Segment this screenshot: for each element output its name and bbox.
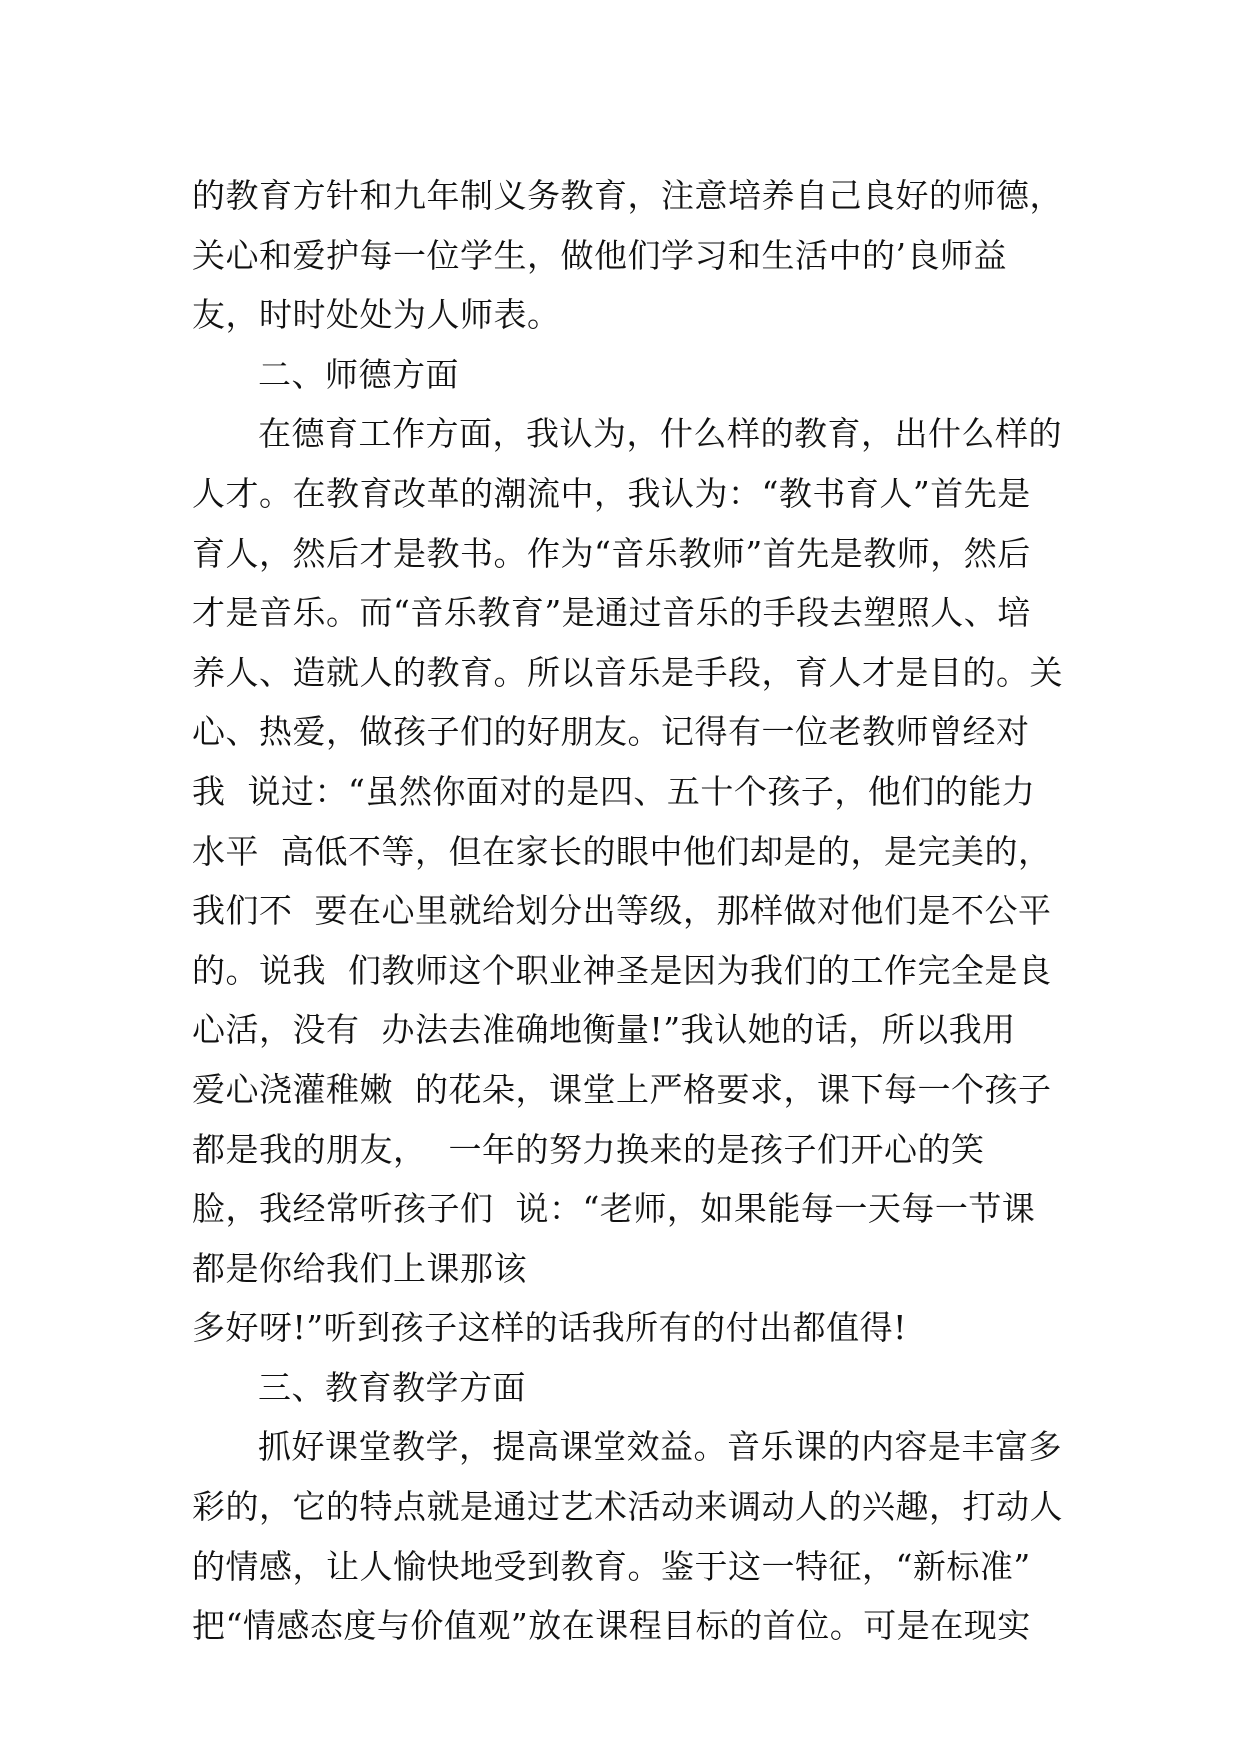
text-line-5: 在德育工作方面，我认为，什么样的教育，出什么样的 xyxy=(258,414,1062,454)
text-line-2: 关心和爱护每一位学生，做他们学习和生活中的’良师益 xyxy=(192,235,1007,275)
text-line-3: 友，时时处处为人师表。 xyxy=(192,295,561,335)
text-line-25: 把“情感态度与价值观”放在课程目标的首位。可是在现实 xyxy=(192,1606,1031,1646)
body-text xyxy=(192,166,1072,1656)
text-line-12: 水平 高低不等，但在家长的眼中他们却是的，是完美的， xyxy=(192,831,1052,871)
text-line-21: 三、教育教学方面 xyxy=(258,1367,526,1407)
text-line-19: 都是你给我们上课那该 xyxy=(192,1248,527,1288)
text-line-1: 的教育方针和九年制义务教育，注意培养自己良好的师德， xyxy=(192,176,1063,215)
text-line-11: 我 说过：“虽然你面对的是四、五十个孩子，他们的能力 xyxy=(192,771,1036,811)
text-line-24: 的情感，让人愉快地受到教育。鉴于这一特征，“新标准” xyxy=(192,1546,1031,1586)
text-line-18: 脸，我经常听孩子们 说：“老师，如果能每一天每一节课 xyxy=(192,1189,1036,1229)
text-line-8: 才是音乐。而“音乐教育”是通过音乐的手段去塑照人、培 xyxy=(192,593,1031,633)
text-line-9: 养人、造就人的教育。所以音乐是手段，育人才是目的。关 xyxy=(192,652,1063,692)
text-line-22: 抓好课堂教学，提高课堂效益。音乐课的内容是丰富多 xyxy=(258,1427,1062,1467)
text-line-15: 心活，没有 办法去准确地衡量!”我认她的话，所以我用 xyxy=(192,1010,1016,1050)
text-line-7: 育人，然后才是教书。作为“音乐教师”首先是教师，然后 xyxy=(192,533,1031,573)
text-line-10: 心、热爱，做孩子们的好朋友。记得有一位老教师曾经对 xyxy=(192,712,1030,752)
text-line-23: 彩的，它的特点就是通过艺术活动来调动人的兴趣，打动人 xyxy=(192,1487,1063,1527)
text-line-4: 二、师德方面 xyxy=(258,354,459,394)
text-line-6: 人才。在教育改革的潮流中，我认为：“教书育人”首先是 xyxy=(192,473,1031,513)
text-line-16: 爱心浇灌稚嫩 的花朵，课堂上严格要求，课下每一个孩子 xyxy=(192,1069,1052,1109)
text-line-14: 的。说我 们教师这个职业神圣是因为我们的工作完全是良 xyxy=(192,950,1052,990)
text-line-20: 多好呀!”听到孩子这样的话我所有的付出都值得! xyxy=(192,1308,907,1348)
text-line-17: 都是我的朋友， 一年的努力换来的是孩子们开心的笑 xyxy=(192,1129,985,1169)
text-line-13: 我们不 要在心里就给划分出等级，那样做对他们是不公平 xyxy=(192,891,1052,931)
